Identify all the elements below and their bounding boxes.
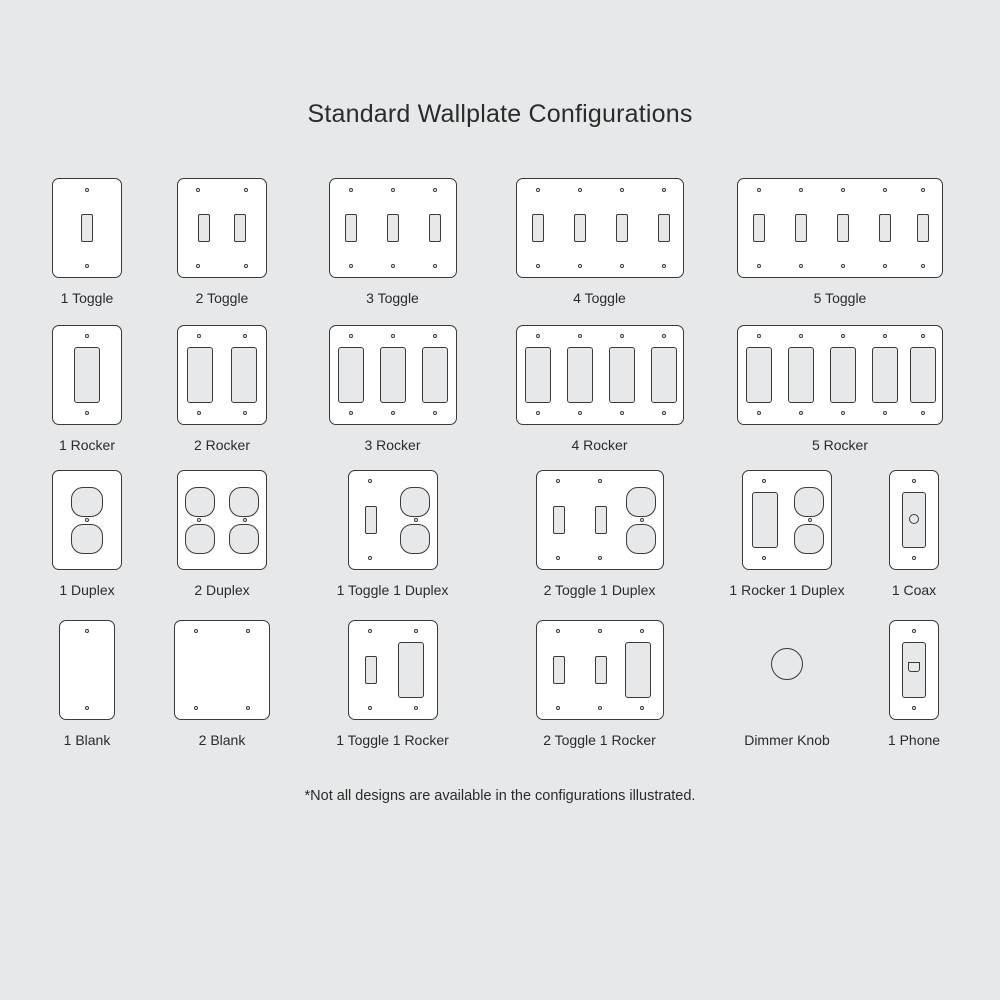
rocker-switch-icon: [752, 492, 778, 548]
screw-icon: [194, 629, 198, 633]
toggle-switch-icon: [553, 656, 565, 684]
screw-icon: [883, 264, 887, 268]
config-2-rocker[interactable]: [155, 325, 289, 453]
screw-icon: [433, 264, 437, 268]
duplex-outlet-icon: [626, 487, 656, 517]
config-label: 1 Toggle: [60, 290, 114, 306]
toggle-switch-icon: [658, 214, 670, 242]
screw-icon: [85, 411, 89, 415]
rocker-switch-icon: [651, 347, 677, 403]
rocker-row: [0, 325, 1000, 475]
screw-icon: [196, 264, 200, 268]
config-label: 1 Coax: [891, 582, 937, 598]
screw-icon: [368, 556, 372, 560]
config-label: 1 Phone: [887, 732, 941, 748]
screw-icon: [598, 706, 602, 710]
duplex-outlet-icon: [794, 524, 824, 554]
screw-icon: [762, 479, 766, 483]
config-1-toggle-1-rocker[interactable]: [315, 620, 470, 748]
screw-icon: [536, 411, 540, 415]
rocker-switch-icon: [398, 642, 424, 698]
screw-icon: [841, 334, 845, 338]
toggle-switch-icon: [429, 214, 441, 242]
dimmer-knob-icon: [771, 648, 803, 680]
wallplate: [348, 470, 438, 570]
screw-icon: [912, 556, 916, 560]
screw-icon: [391, 411, 395, 415]
screw-icon: [536, 334, 540, 338]
screw-icon: [757, 334, 761, 338]
screw-icon: [598, 556, 602, 560]
screw-icon: [536, 264, 540, 268]
screw-icon: [85, 629, 89, 633]
screw-icon: [912, 629, 916, 633]
screw-icon: [640, 706, 644, 710]
config-label: 5 Toggle: [813, 290, 867, 306]
rocker-switch-icon: [625, 642, 651, 698]
screw-icon: [757, 411, 761, 415]
rocker-switch-icon: [525, 347, 551, 403]
screw-icon: [578, 411, 582, 415]
screw-icon: [243, 334, 247, 338]
config-2-toggle[interactable]: [155, 178, 289, 306]
screw-icon: [556, 556, 560, 560]
screw-icon: [921, 334, 925, 338]
screw-icon: [578, 188, 582, 192]
config-label: 2 Blank: [198, 732, 246, 748]
screw-icon: [883, 334, 887, 338]
phone-jack-icon: [908, 662, 920, 672]
screw-icon: [757, 264, 761, 268]
config-label: 2 Rocker: [193, 437, 251, 453]
screw-icon: [85, 334, 89, 338]
toggle-switch-icon: [595, 506, 607, 534]
toggle-switch-icon: [553, 506, 565, 534]
rocker-switch-icon: [338, 347, 364, 403]
rocker-switch-icon: [830, 347, 856, 403]
screw-icon: [556, 706, 560, 710]
config-1-toggle-1-duplex[interactable]: [315, 470, 470, 598]
screw-icon: [536, 188, 540, 192]
screw-icon: [598, 629, 602, 633]
rocker-switch-icon: [746, 347, 772, 403]
rocker-switch-icon: [380, 347, 406, 403]
config-label: 2 Toggle 1 Duplex: [543, 582, 656, 598]
page-title: Standard Wallplate Configurations: [307, 100, 693, 128]
rocker-switch-icon: [567, 347, 593, 403]
toggle-switch-icon: [365, 656, 377, 684]
screw-icon: [85, 518, 89, 522]
config-1-coax[interactable]: [864, 470, 964, 598]
rocker-switch-icon: [872, 347, 898, 403]
screw-icon: [808, 518, 812, 522]
toggle-switch-icon: [387, 214, 399, 242]
toggle-switch-icon: [574, 214, 586, 242]
screw-icon: [246, 629, 250, 633]
screw-icon: [196, 188, 200, 192]
config-1-duplex[interactable]: [27, 470, 147, 598]
config-3-toggle[interactable]: [315, 178, 470, 306]
screw-icon: [841, 188, 845, 192]
rocker-switch-icon: [187, 347, 213, 403]
toggle-row: [0, 178, 1000, 328]
config-2-duplex[interactable]: [155, 470, 289, 598]
toggle-switch-icon: [234, 214, 246, 242]
screw-icon: [243, 411, 247, 415]
config-label: 5 Rocker: [811, 437, 869, 453]
screw-icon: [85, 706, 89, 710]
duplex-outlet-icon: [400, 487, 430, 517]
screw-icon: [578, 334, 582, 338]
rocker-switch-icon: [231, 347, 257, 403]
wallplate: [177, 470, 267, 570]
duplex-outlet-icon: [71, 487, 103, 517]
screw-icon: [85, 264, 89, 268]
screw-icon: [921, 188, 925, 192]
config-label: 3 Toggle: [366, 290, 419, 306]
screw-icon: [349, 188, 353, 192]
screw-icon: [414, 629, 418, 633]
screw-icon: [620, 264, 624, 268]
rocker-switch-icon: [609, 347, 635, 403]
blank-row: [0, 620, 1000, 770]
rocker-switch-icon: [422, 347, 448, 403]
config-1-rocker-1-duplex[interactable]: [718, 470, 856, 598]
screw-icon: [349, 411, 353, 415]
screw-icon: [841, 411, 845, 415]
toggle-switch-icon: [917, 214, 929, 242]
screw-icon: [662, 188, 666, 192]
config-2-blank[interactable]: [155, 620, 289, 748]
wallplate: [177, 178, 267, 278]
config-label: 1 Rocker: [58, 437, 116, 453]
config-1-blank[interactable]: [27, 620, 147, 748]
screw-icon: [640, 518, 644, 522]
screw-icon: [391, 188, 395, 192]
screw-icon: [243, 518, 247, 522]
toggle-switch-icon: [837, 214, 849, 242]
duplex-outlet-icon: [626, 524, 656, 554]
screw-icon: [391, 264, 395, 268]
screw-icon: [349, 264, 353, 268]
screw-icon: [912, 479, 916, 483]
screw-icon: [197, 411, 201, 415]
config-2-toggle-1-duplex[interactable]: [512, 470, 687, 598]
screw-icon: [598, 479, 602, 483]
screw-icon: [197, 518, 201, 522]
screw-icon: [662, 411, 666, 415]
config-label: 1 Toggle 1 Rocker: [336, 732, 449, 748]
rocker-switch-icon: [910, 347, 936, 403]
config-2-toggle-1-rocker[interactable]: [512, 620, 687, 748]
screw-icon: [244, 188, 248, 192]
toggle-switch-icon: [616, 214, 628, 242]
duplex-outlet-icon: [229, 524, 259, 554]
screw-icon: [799, 334, 803, 338]
screw-icon: [556, 479, 560, 483]
toggle-switch-icon: [532, 214, 544, 242]
screw-icon: [757, 188, 761, 192]
screw-icon: [883, 411, 887, 415]
screw-icon: [620, 188, 624, 192]
toggle-switch-icon: [595, 656, 607, 684]
screw-icon: [349, 334, 353, 338]
screw-icon: [246, 706, 250, 710]
screw-icon: [841, 264, 845, 268]
screw-icon: [799, 264, 803, 268]
config-label: 1 Toggle 1 Duplex: [336, 582, 449, 598]
duplex-outlet-icon: [71, 524, 103, 554]
config-1-toggle[interactable]: [27, 178, 147, 306]
screw-icon: [368, 706, 372, 710]
toggle-switch-icon: [81, 214, 93, 242]
config-4-rocker[interactable]: [512, 325, 687, 453]
screw-icon: [194, 706, 198, 710]
toggle-switch-icon: [753, 214, 765, 242]
config-label: 1 Rocker 1 Duplex: [729, 582, 845, 598]
duplex-outlet-icon: [185, 524, 215, 554]
screw-icon: [883, 188, 887, 192]
screw-icon: [433, 334, 437, 338]
duplex-outlet-icon: [400, 524, 430, 554]
screw-icon: [620, 334, 624, 338]
screw-icon: [640, 629, 644, 633]
screw-icon: [921, 264, 925, 268]
config-label: 1 Duplex: [59, 582, 115, 598]
config-label: 2 Toggle 1 Rocker: [543, 732, 656, 748]
screw-icon: [578, 264, 582, 268]
screw-icon: [197, 334, 201, 338]
toggle-switch-icon: [879, 214, 891, 242]
screw-icon: [620, 411, 624, 415]
config-1-rocker[interactable]: [27, 325, 147, 453]
duplex-outlet-icon: [185, 487, 215, 517]
screw-icon: [556, 629, 560, 633]
screw-icon: [662, 334, 666, 338]
config-label: 2 Toggle: [195, 290, 249, 306]
footnote-text: *Not all designs are available in the configurations illustrated.: [304, 788, 696, 804]
config-5-rocker[interactable]: [735, 325, 945, 453]
screw-icon: [799, 411, 803, 415]
duplex-row: [0, 470, 1000, 620]
wallplate: [348, 620, 438, 720]
wallplate: [59, 620, 115, 720]
toggle-switch-icon: [365, 506, 377, 534]
rocker-switch-icon: [788, 347, 814, 403]
coax-connector-icon: [909, 514, 919, 524]
config-1-phone[interactable]: [864, 620, 964, 748]
config-label: 2 Duplex: [194, 582, 250, 598]
screw-icon: [921, 411, 925, 415]
screw-icon: [244, 264, 248, 268]
rocker-switch-icon: [74, 347, 100, 403]
config-3-rocker[interactable]: [315, 325, 470, 453]
screw-icon: [662, 264, 666, 268]
screw-icon: [391, 334, 395, 338]
config-dimmer-knob[interactable]: [718, 620, 856, 748]
screw-icon: [85, 188, 89, 192]
config-label: 4 Rocker: [571, 437, 628, 453]
screw-icon: [368, 479, 372, 483]
screw-icon: [799, 188, 803, 192]
screw-icon: [414, 706, 418, 710]
config-label: 4 Toggle: [573, 290, 626, 306]
screw-icon: [414, 518, 418, 522]
config-5-toggle[interactable]: [735, 178, 945, 306]
config-label: 1 Blank: [63, 732, 111, 748]
toggle-switch-icon: [795, 214, 807, 242]
toggle-switch-icon: [198, 214, 210, 242]
duplex-outlet-icon: [229, 487, 259, 517]
duplex-outlet-icon: [794, 487, 824, 517]
screw-icon: [368, 629, 372, 633]
config-label: Dimmer Knob: [744, 732, 830, 748]
screw-icon: [762, 556, 766, 560]
screw-icon: [433, 188, 437, 192]
screw-icon: [433, 411, 437, 415]
config-4-toggle[interactable]: [512, 178, 687, 306]
wallplate: [174, 620, 270, 720]
config-label: 3 Rocker: [364, 437, 421, 453]
toggle-switch-icon: [345, 214, 357, 242]
screw-icon: [912, 706, 916, 710]
